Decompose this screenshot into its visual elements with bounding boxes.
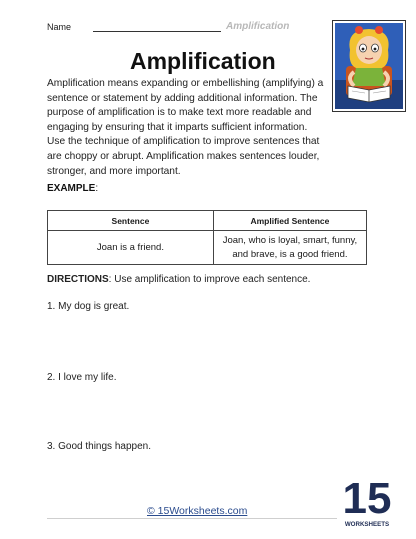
- table-cell-amplified: Joan, who is loyal, smart, funny, and brave, is a good friend.: [213, 231, 366, 265]
- table-cell-sentence: Joan is a friend.: [48, 231, 214, 265]
- svg-text:WORKSHEETS: WORKSHEETS: [344, 521, 390, 528]
- table-header-row: [48, 211, 367, 231]
- svg-text:15: 15: [342, 474, 392, 523]
- 15worksheets-logo: [342, 468, 392, 530]
- intro-paragraph: Amplification means expanding or embellishing (amplifying) a sentence or statement by adding additional information. The purpose of amplification is to make text more readable and engaging by ensuring that it imparts sufficient information. Use the technique of amplification to improve sentences that are choppy or abrupt. Amplification makes sentences louder, stronger, and more important.: [47, 78, 324, 177]
- footer-divider: [47, 518, 337, 519]
- table-row: [48, 231, 367, 265]
- list-item: 2. I love my life.: [47, 372, 117, 383]
- list-item: 3. Good things happen.: [47, 441, 151, 452]
- list-item: 1. My dog is great.: [47, 301, 130, 312]
- name-row: [47, 22, 221, 32]
- example-label: EXAMPLE:: [47, 183, 99, 194]
- table-header-sentence: Sentence: [48, 211, 214, 231]
- name-label: Name: [47, 22, 72, 32]
- example-table: [47, 210, 367, 265]
- girl-reading-illustration: [332, 20, 406, 112]
- table-header-amplified: Amplified Sentence: [213, 211, 366, 231]
- name-line[interactable]: [93, 22, 221, 32]
- page-title: Amplification: [130, 48, 276, 74]
- directions: DIRECTIONS: Use amplification to improve each sentence.: [47, 274, 311, 285]
- header-topic: Amplification: [226, 21, 290, 32]
- footer-link[interactable]: © 15Worksheets.com: [147, 505, 248, 517]
